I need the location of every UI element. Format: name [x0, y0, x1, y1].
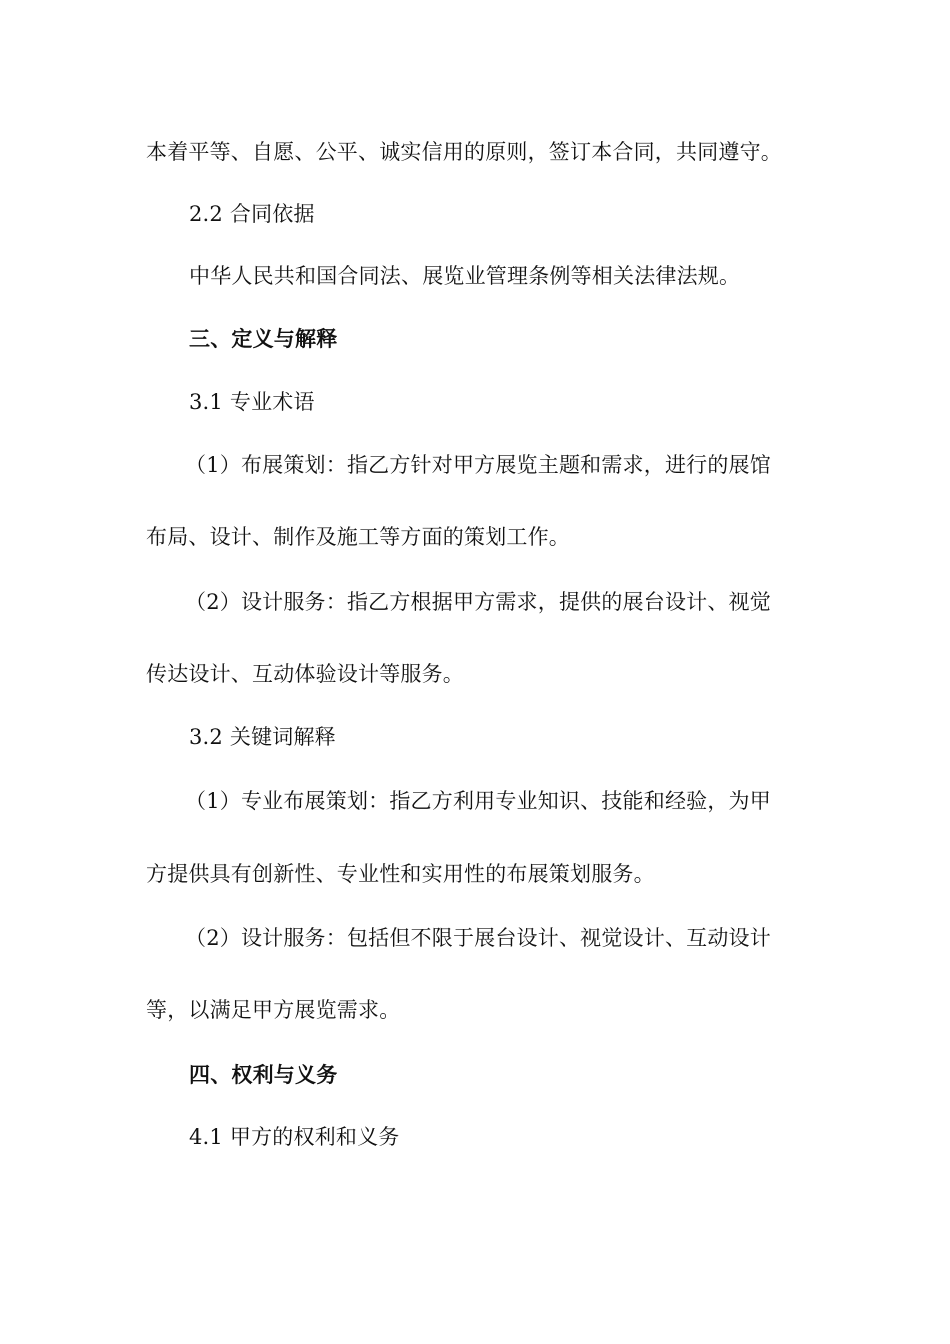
- section-heading-4: 四、权利与义务: [189, 1062, 338, 1087]
- paragraph-principle: 本着平等、自愿、公平、诚实信用的原则，签订本合同，共同遵守。: [146, 140, 782, 164]
- section-heading-3: 三、定义与解释: [189, 326, 338, 351]
- definition-1-line-1: （1）布展策划：指乙方针对甲方展览主题和需求，进行的展馆: [185, 453, 771, 477]
- heading-3-2: 3.2 关键词解释: [189, 725, 336, 749]
- keyword-2-line-1: （2）设计服务：包括但不限于展台设计、视觉设计、互动设计: [185, 926, 771, 950]
- paragraph-basis: 中华人民共和国合同法、展览业管理条例等相关法律法规。: [189, 264, 741, 288]
- heading-3-1: 3.1 专业术语: [189, 390, 315, 414]
- keyword-2-line-2: 等，以满足甲方展览需求。: [146, 998, 401, 1022]
- heading-2-2: 2.2 合同依据: [189, 202, 315, 226]
- keyword-1-line-2: 方提供具有创新性、专业性和实用性的布展策划服务。: [146, 862, 655, 886]
- keyword-1-line-1: （1）专业布展策划：指乙方利用专业知识、技能和经验，为甲: [185, 789, 771, 813]
- definition-2-line-2: 传达设计、互动体验设计等服务。: [146, 662, 464, 686]
- definition-1-line-2: 布局、设计、制作及施工等方面的策划工作。: [146, 525, 570, 549]
- definition-2-line-1: （2）设计服务：指乙方根据甲方需求，提供的展台设计、视觉: [185, 590, 771, 614]
- heading-4-1: 4.1 甲方的权利和义务: [189, 1125, 400, 1149]
